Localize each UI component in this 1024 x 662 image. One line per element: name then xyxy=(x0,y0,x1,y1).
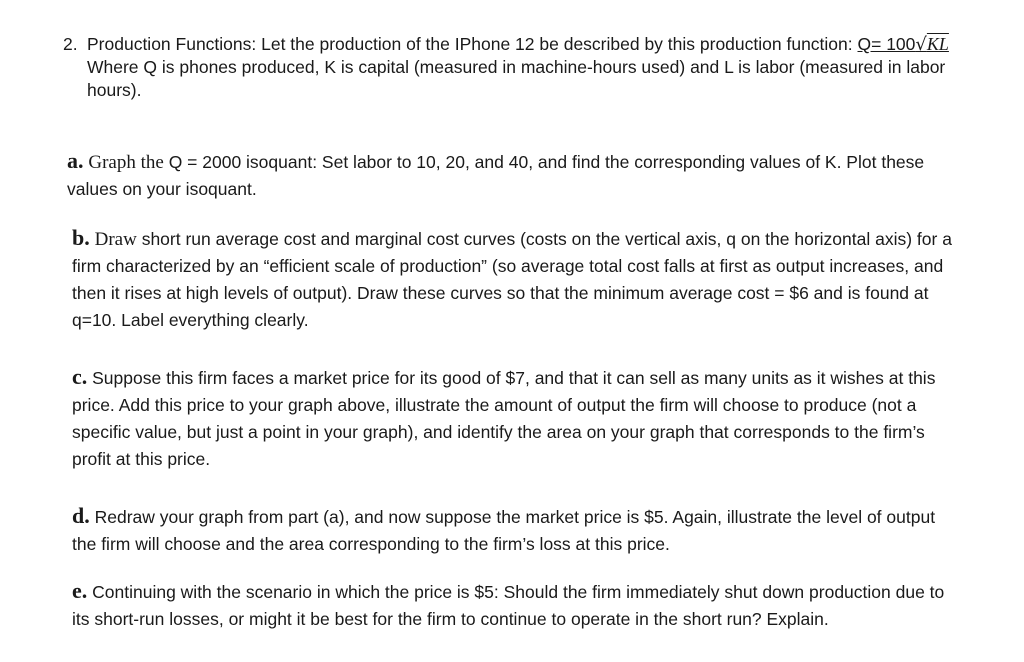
part-e-letter: e. xyxy=(72,578,88,603)
part-d xyxy=(72,502,952,558)
part-b-letter: b. xyxy=(72,225,90,250)
part-a-lead: Graph the xyxy=(88,152,164,173)
question-number: 2. xyxy=(63,34,78,54)
part-a-letter: a. xyxy=(67,148,84,173)
question-2 xyxy=(63,33,963,102)
formula-prefix: Q= 100 xyxy=(857,34,916,54)
part-b-lead: Draw xyxy=(94,229,137,250)
part-b xyxy=(72,224,952,334)
formula-root xyxy=(915,34,949,54)
production-formula xyxy=(858,34,949,54)
part-d-text: Redraw your graph from part (a), and now suppose the market price is $5. Again, illustrate the level of output the firm will choose and the area corresponding to the firm’s loss at this price. xyxy=(72,507,936,554)
part-a xyxy=(67,147,967,203)
formula-under-root: KL xyxy=(926,34,949,54)
question-intro xyxy=(87,33,963,102)
part-c-text: Suppose this firm faces a market price for its good of $7, and that it can sell as many units as it wishes at this price. Add this price to your graph above, illustrate the amount of output the firm will choose to produce (not a specific value, but just a point in your graph), and identify the area on your graph that corresponds to the firm’s profit at this price. xyxy=(72,368,936,469)
part-c xyxy=(72,363,952,473)
part-b-text: short run average cost and marginal cost curves (costs on the vertical axis, q on the horizontal axis) for a firm characterized by an “efficient scale of production” (so average total cost falls at first as output increases, and then it rises at high levels of output). Draw these curves so that the minimum average cost = $6 and is found at q=10. Label everything clearly. xyxy=(72,229,952,330)
part-d-letter: d. xyxy=(72,503,90,528)
intro-text-after-formula: Where Q is phones produced, K is capital (measured in machine-hours used) and L is labor (measured in labor hours). xyxy=(87,57,946,100)
intro-text-before-formula: Production Functions: Let the production of the IPhone 12 be described by this production function: xyxy=(87,34,858,54)
part-e-text: Continuing with the scenario in which the price is $5: Should the firm immediately shut down production due to its short-run losses, or might it be best for the firm to continue to operate in the short run? Explain. xyxy=(72,582,945,629)
part-e xyxy=(72,577,952,633)
radical-sign: √ xyxy=(915,34,927,55)
part-a-text: Q = 2000 isoquant: Set labor to 10, 20, and 40, and find the corresponding values of K. Plot these values on your isoquant. xyxy=(67,152,925,199)
part-c-letter: c. xyxy=(72,364,88,389)
